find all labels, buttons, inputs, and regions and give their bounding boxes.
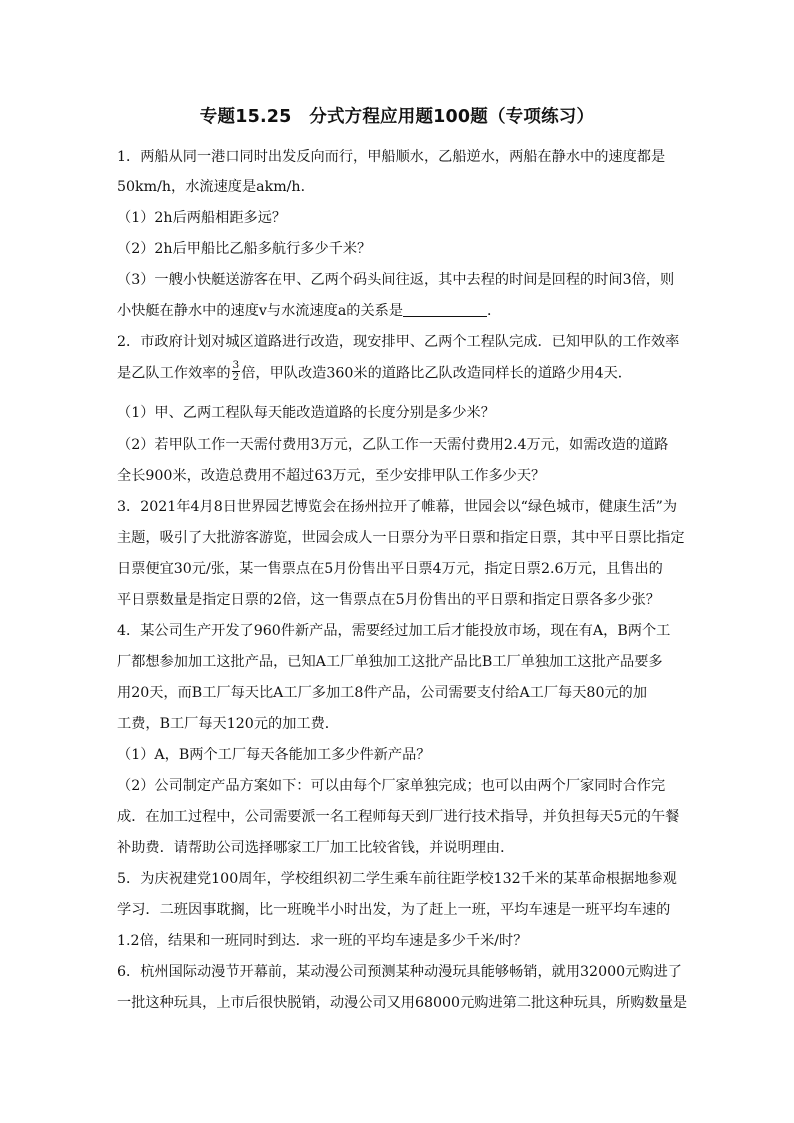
problem-4-part-1: （1）A，B两个工厂每天各能加工多少件新产品？ <box>117 747 431 763</box>
problem-3-text: 日票便宜30元/张，某一售票点在5月份售出平日票4万元，指定日票2.6万元，且售出的 <box>117 561 663 577</box>
problem-5-text: 学习．二班因事耽搁，比一班晚半小时出发，为了赶上一班，平均车速是一班平均车速的 <box>117 902 671 918</box>
problem-1-text: 50km/h，水流速度是akm/h． <box>117 179 315 195</box>
problem-2-text: 2．市政府计划对城区道路进行改造，现安排甲、乙两个工程队完成．已知甲队的工作效率 <box>117 334 680 350</box>
problem-1-part-3-cont <box>117 300 687 320</box>
page-title: 专题15.25 分式方程应用题100题（专项练习） <box>199 107 595 127</box>
problem-4-text: 厂都想参加加工这批产品，已知A工厂单独加工这批产品比B工厂单独加工这批产品要多 <box>117 654 663 670</box>
problem-2-text <box>117 359 687 385</box>
problem-3-text: 平日票数量是指定日票的2倍，这一售票点在5月份售出的平日票和指定日票各多少张？ <box>117 592 660 608</box>
problem-1-part-2: （2）2h后甲船比乙船多航行多少千米？ <box>117 241 372 257</box>
fraction <box>232 360 241 383</box>
fraction-numerator: 3 <box>232 359 240 371</box>
problem-3-text: 主题，吸引了大批游客游览，世园会成人一日票分为平日票和指定日票，其中平日票比指定 <box>117 530 685 546</box>
problem-1-text: 1．两船从同一港口同时出发反向而行，甲船顺水，乙船逆水，两船在静水中的速度都是 <box>117 149 666 165</box>
problem-4-text: 用20天，而B工厂每天比A工厂多加工8件产品，公司需要支付给A工厂每天80元的加 <box>117 685 648 701</box>
problem-2-part-2-cont: 全长900米，改造总费用不超过63万元，至少安排甲队工作多少天？ <box>117 468 546 484</box>
fraction-denominator: 2 <box>232 371 240 383</box>
text-segment: 是乙队工作效率的 <box>117 365 231 382</box>
answer-blank <box>403 302 487 317</box>
problem-5-text: 1.2倍，结果和一班同时到达．求一班的平均车速是多少千米/时？ <box>117 933 528 949</box>
problem-4-text: 工费，B工厂每天120元的加工费． <box>117 716 339 732</box>
problem-6-text: 一批这种玩具，上市后很快脱销，动漫公司又用68000元购进第二批这种玩具，所购数量是 <box>117 995 688 1011</box>
text-segment: ． <box>487 303 502 319</box>
problem-5-text: 5．为庆祝建党100周年，学校组织初二学生乘车前往距学校132千米的某革命根据地参观 <box>117 871 677 887</box>
problem-2-part-2: （2）若甲队工作一天需付费用3万元，乙队工作一天需付费用2.4万元，如需改造的道路 <box>117 437 669 453</box>
problem-4-part-2: （2）公司制定产品方案如下：可以由每个厂家单独完成；也可以由两个厂家同时合作完 <box>117 778 666 794</box>
problem-4-text: 4．某公司生产开发了960件新产品，需要经过加工后才能投放市场，现在有A，B两个工 <box>117 623 671 639</box>
problem-4-part-2-cont: 成．在加工过程中，公司需要派一名工程师每天到厂进行技术指导，并负担每天5元的午餐 <box>117 809 680 825</box>
problem-2-part-1: （1）甲、乙两工程队每天能改造道路的长度分别是多少米？ <box>117 405 495 421</box>
problem-1-part-1: （1）2h后两船相距多远？ <box>117 210 287 226</box>
text-segment: 小快艇在静水中的速度v与水流速度a的关系是 <box>117 303 404 319</box>
text-segment: 倍，甲队改造360米的道路比乙队改造同样长的道路少用4天． <box>241 365 632 382</box>
problem-6-text: 6．杭州国际动漫节开幕前，某动漫公司预测某种动漫玩具能够畅销，就用32000元购进了 <box>117 964 682 980</box>
problem-1-part-3: （3）一艘小快艇送游客在甲、乙两个码头间往返，其中去程的时间是回程的时间3倍，则 <box>117 272 675 288</box>
problem-3-text: 3．2021年4月8日世界园艺博览会在扬州拉开了帷幕，世园会以“绿色城市，健康生活”为 <box>117 499 678 515</box>
problem-4-part-2-cont: 补助费．请帮助公司选择哪家工厂加工比较省钱，并说明理由． <box>117 840 515 856</box>
